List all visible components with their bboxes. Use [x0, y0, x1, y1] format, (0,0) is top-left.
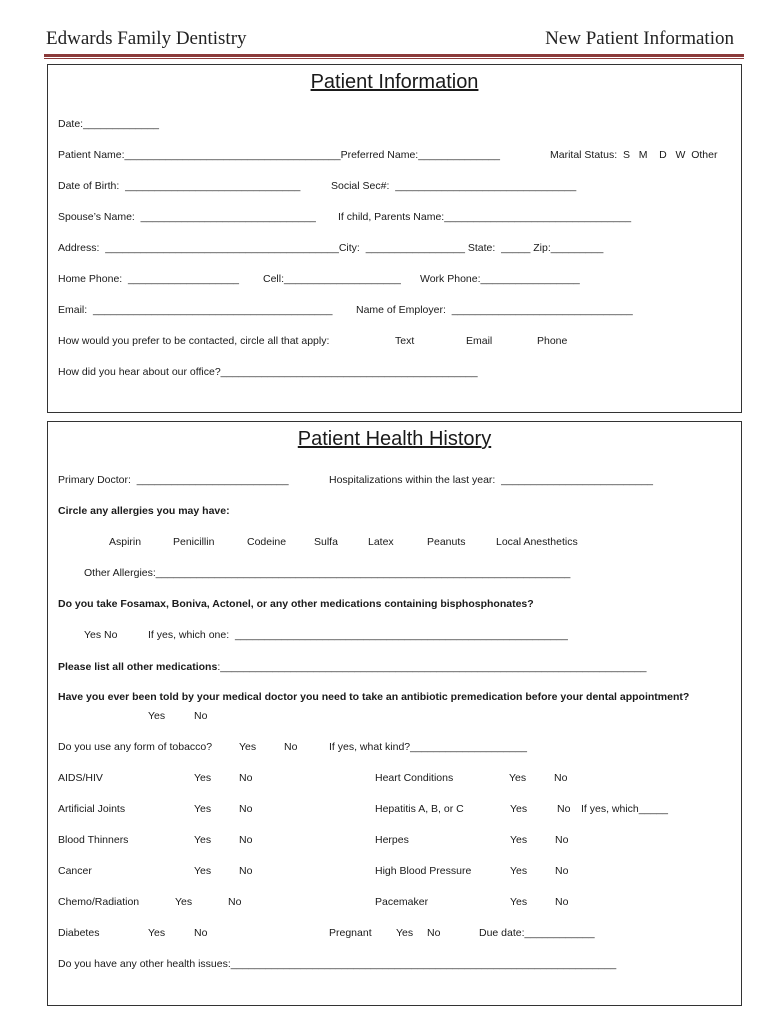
condition-label: Pregnant: [329, 927, 372, 939]
home-phone-field[interactable]: Home Phone: ___________________: [58, 273, 239, 285]
condition-label: Pacemaker: [375, 896, 429, 908]
condition-label: Artificial Joints: [58, 803, 126, 815]
allergy-option[interactable]: Sulfa: [314, 536, 338, 548]
condition-yes[interactable]: Yes: [510, 803, 528, 815]
allergy-option[interactable]: Aspirin: [109, 536, 142, 548]
hospitalizations-field[interactable]: Hospitalizations within the last year: __________________________: [329, 474, 653, 486]
hepatitis-which-field[interactable]: If yes, which_____: [581, 803, 668, 815]
allergy-option[interactable]: Peanuts: [427, 536, 466, 548]
condition-no[interactable]: No: [557, 803, 571, 815]
condition-no[interactable]: No: [239, 865, 253, 877]
condition-yes[interactable]: Yes: [194, 865, 212, 877]
condition-yes[interactable]: Yes: [510, 896, 528, 908]
condition-yes[interactable]: Yes: [509, 772, 527, 784]
referral-field[interactable]: How did you hear about our office?____________________________________________: [58, 366, 478, 378]
contact-option-email[interactable]: Email: [466, 335, 493, 347]
section-title: Patient Information: [310, 71, 479, 93]
contact-option-phone[interactable]: Phone: [537, 335, 568, 347]
condition-no[interactable]: No: [555, 896, 569, 908]
condition-no[interactable]: No: [194, 927, 208, 939]
allergies-question: Circle any allergies you may have:: [58, 505, 230, 517]
tobacco-question: Do you use any form of tobacco?: [58, 741, 213, 753]
other-allergies-field[interactable]: Other Allergies:_______________________________________________________________________: [84, 567, 571, 579]
health-history-section: [47, 421, 742, 1006]
antibiotic-question: Have you ever been told by your medical doctor you need to take an antibiotic premedication before your dental appointment?: [58, 691, 690, 703]
allergy-option[interactable]: Local Anesthetics: [496, 536, 578, 548]
condition-label: Chemo/Radiation: [58, 896, 140, 908]
section-title: Patient Health History: [297, 428, 492, 450]
condition-no[interactable]: No: [239, 834, 253, 846]
condition-yes[interactable]: Yes: [510, 834, 528, 846]
form-title: New Patient Information: [545, 28, 734, 49]
cell-field[interactable]: Cell:____________________: [263, 273, 401, 285]
condition-no[interactable]: No: [427, 927, 441, 939]
antibiotic-no[interactable]: No: [194, 710, 208, 722]
condition-no[interactable]: No: [555, 865, 569, 877]
condition-yes[interactable]: Yes: [175, 896, 193, 908]
marital-status-field[interactable]: Marital Status: S M D W Other: [550, 149, 718, 161]
primary-doctor-field[interactable]: Primary Doctor: __________________________: [58, 474, 289, 486]
email-field[interactable]: Email: _________________________________________: [58, 304, 333, 316]
condition-no[interactable]: No: [239, 772, 253, 784]
tobacco-no[interactable]: No: [284, 741, 298, 753]
condition-yes[interactable]: Yes: [194, 803, 212, 815]
antibiotic-yes[interactable]: Yes: [148, 710, 166, 722]
allergy-option[interactable]: Latex: [368, 536, 394, 548]
condition-label: Blood Thinners: [58, 834, 129, 846]
contact-question: How would you prefer to be contacted, circle all that apply:: [58, 335, 330, 347]
contact-option-text[interactable]: Text: [395, 335, 415, 347]
condition-label: Herpes: [375, 834, 409, 846]
spouse-name-field[interactable]: Spouse’s Name: ______________________________: [58, 211, 316, 223]
tobacco-yes[interactable]: Yes: [239, 741, 257, 753]
work-phone-field[interactable]: Work Phone:_________________: [420, 273, 580, 285]
dob-field[interactable]: Date of Birth: ______________________________: [58, 180, 301, 192]
condition-no[interactable]: No: [228, 896, 242, 908]
address-field[interactable]: Address: ________________________________________City: _________________ State: _____ Zip:_________: [58, 242, 604, 254]
condition-no[interactable]: No: [239, 803, 253, 815]
condition-label: Heart Conditions: [375, 772, 454, 784]
condition-yes[interactable]: Yes: [148, 927, 166, 939]
practice-name: Edwards Family Dentistry: [46, 28, 247, 49]
condition-yes[interactable]: Yes: [194, 772, 212, 784]
parents-name-field[interactable]: If child, Parents Name:________________________________: [338, 211, 632, 223]
condition-yes[interactable]: Yes: [194, 834, 212, 846]
ssn-field[interactable]: Social Sec#: _______________________________: [331, 180, 577, 192]
bisphosphonates-question: Do you take Fosamax, Boniva, Actonel, or any other medications containing bisphosphonates?: [58, 598, 534, 610]
condition-no[interactable]: No: [555, 834, 569, 846]
condition-label: High Blood Pressure: [375, 865, 472, 877]
condition-yes[interactable]: Yes: [396, 927, 414, 939]
header-rule-thin: [44, 58, 744, 59]
other-medications-field[interactable]: Please list all other medications:_________________________________________________________________________: [58, 661, 647, 673]
due-date-field[interactable]: Due date:____________: [479, 927, 595, 939]
allergy-option[interactable]: Penicillin: [173, 536, 215, 548]
condition-label: Diabetes: [58, 927, 100, 939]
condition-yes[interactable]: Yes: [510, 865, 528, 877]
date-field[interactable]: Date:_____________: [58, 118, 160, 130]
condition-no[interactable]: No: [554, 772, 568, 784]
bisphosphonates-which-field[interactable]: If yes, which one: _________________________________________________________: [148, 629, 568, 641]
condition-label: AIDS/HIV: [58, 772, 103, 784]
patient-information-section: [47, 64, 742, 413]
employer-field[interactable]: Name of Employer: _______________________________: [356, 304, 633, 316]
bisphosphonates-yes-no[interactable]: Yes No: [84, 629, 118, 641]
condition-label: Cancer: [58, 865, 92, 877]
patient-name-field[interactable]: Patient Name:_____________________________________Preferred Name:______________: [58, 149, 500, 161]
allergy-option[interactable]: Codeine: [247, 536, 287, 548]
condition-label: Hepatitis A, B, or C: [375, 803, 464, 815]
tobacco-kind-field[interactable]: If yes, what kind?____________________: [329, 741, 527, 753]
header-rule: [44, 54, 744, 57]
other-health-issues-field[interactable]: Do you have any other health issues:__________________________________________________________________: [58, 958, 617, 970]
